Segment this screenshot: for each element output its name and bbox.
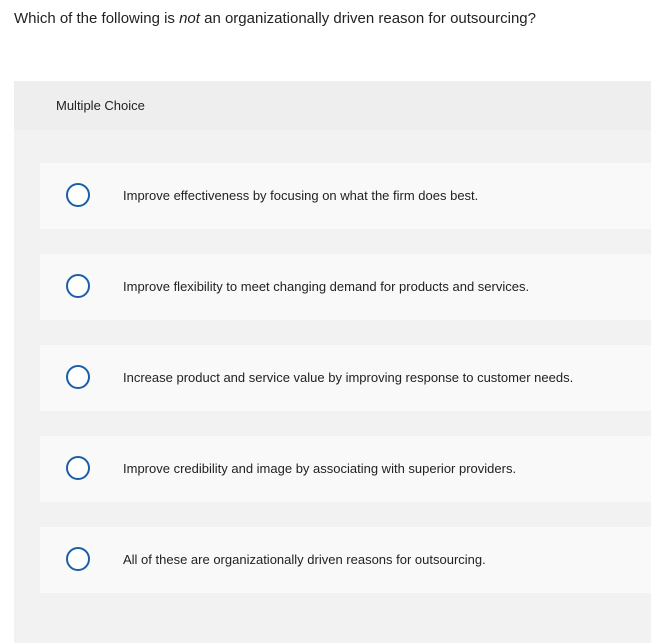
question-type-label: Multiple Choice: [56, 98, 145, 113]
radio-button-icon[interactable]: [66, 456, 90, 480]
answer-option-label: Improve flexibility to meet changing demand for products and services.: [123, 279, 530, 294]
radio-button-icon[interactable]: [66, 183, 90, 207]
answer-option-2[interactable]: [40, 254, 651, 320]
panel-header: [14, 81, 651, 130]
answer-panel: [14, 81, 651, 643]
answer-option-label: Improve effectiveness by focusing on what the firm does best.: [123, 188, 479, 203]
radio-button-icon[interactable]: [66, 547, 90, 571]
answer-option-5[interactable]: [40, 527, 651, 593]
answer-option-1[interactable]: [40, 163, 651, 229]
question-emphasis: not: [179, 10, 200, 27]
radio-button-icon[interactable]: [66, 274, 90, 298]
answer-option-label: All of these are organizationally driven reasons for outsourcing.: [123, 552, 486, 567]
answer-option-label: Increase product and service value by improving response to customer needs.: [123, 370, 574, 385]
question-prefix: Which of the following is: [14, 10, 180, 27]
radio-button-icon[interactable]: [66, 365, 90, 389]
answer-option-label: Improve credibility and image by associating with superior providers.: [123, 461, 517, 476]
question-text: [14, 9, 536, 29]
question-suffix: an organizationally driven reason for outsourcing?: [199, 10, 536, 27]
answer-option-3[interactable]: [40, 345, 651, 411]
answer-option-4[interactable]: [40, 436, 651, 502]
